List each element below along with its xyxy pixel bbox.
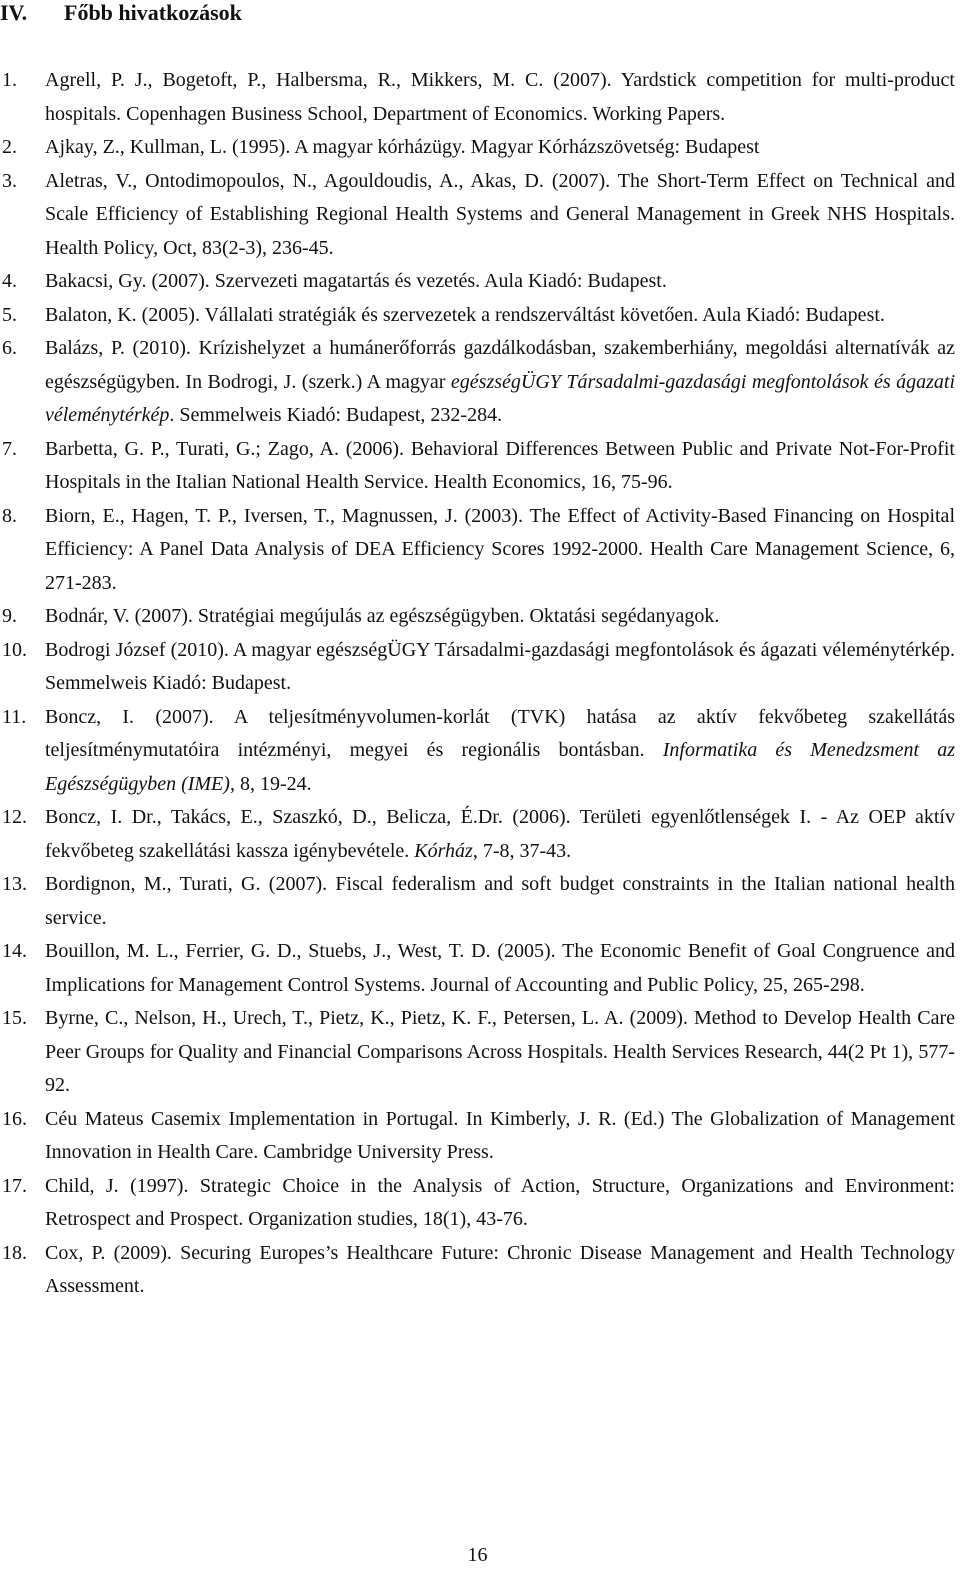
reference-item <box>0 265 955 299</box>
reference-number: 18. <box>2 1241 27 1264</box>
reference-number: 9. <box>2 605 17 627</box>
reference-segment: Bakacsi, Gy. (2007). Szervezeti magatartás és vezetés. Aula Kiadó: Budapest. <box>45 270 667 292</box>
reference-segment: Child, J. (1997). Strategic Choice in the Analysis of Action, Structure, Organizations and Environment: Retrospect and Prospect. Organization studies, 18(1), 43-76. <box>45 1174 955 1230</box>
reference-segment: Boncz, I. Dr., Takács, E., Szaszkó, D., Belicza, É.Dr. (2006). Területi egyenlőtlenségek I. - Az OEP aktív fekvőbeteg szakellátási kassza igénybevétele. <box>45 806 955 862</box>
reference-number: 16. <box>2 1107 27 1130</box>
reference-item <box>0 1002 955 1103</box>
reference-item <box>0 634 955 701</box>
reference-number: 14. <box>2 940 27 962</box>
reference-segment: , 7-8, 37-43. <box>472 839 572 862</box>
reference-item <box>0 433 955 500</box>
section-title: Főbb hivatkozások <box>64 0 242 25</box>
reference-number: 7. <box>2 437 17 460</box>
reference-item <box>0 868 955 935</box>
reference-segment: , 8, 19-24. <box>229 772 312 795</box>
reference-segment: Byrne, C., Nelson, H., Urech, T., Pietz, K., Pietz, K. F., Petersen, L. A. (2009). Method to Develop Health Care Peer Groups for Quality and Financial Comparisons Across Hospitals. Health Services Research, 44(2 Pt 1), 577-92. <box>45 1007 955 1096</box>
reference-italic-segment: egészségÜGY Társadalmi-gazdasági megfontolások és ágazati véleménytérkép <box>45 370 955 426</box>
reference-number: 10. <box>2 638 27 661</box>
reference-segment: Balázs, P. (2010). Krízishelyzet a humánerőforrás gazdálkodásban, szakemberhiány, megoldási alternatívák az egészségügyben. In Bodrogi, J. (szerk.) A magyar <box>45 337 955 393</box>
reference-item <box>0 600 955 634</box>
reference-item <box>0 131 955 165</box>
reference-text <box>45 332 955 433</box>
reference-text <box>45 801 955 868</box>
reference-item <box>0 299 955 333</box>
reference-number: 15. <box>2 1007 27 1029</box>
reference-item <box>0 165 955 266</box>
reference-segment: Ajkay, Z., Kullman, L. (1995). A magyar kórházügy. Magyar Kórházszövetség: Budapest <box>45 136 760 158</box>
reference-item <box>0 1103 955 1170</box>
reference-segment: Biorn, E., Hagen, T. P., Iversen, T., Magnussen, J. (2003). The Effect of Activity-Based Financing on Hospital Efficiency: A Panel Data Analysis of DEA Efficiency Scores 1992-2000. Health Care Management Science, 6, 271-283. <box>45 504 955 594</box>
reference-text <box>45 1103 955 1170</box>
reference-number: 8. <box>2 504 17 527</box>
reference-segment: Barbetta, G. P., Turati, G.; Zago, A. (2006). Behavioral Differences Between Public and Private Not-For-Profit Hospitals in the Italian National Health Service. Health Economics, 16, 75-96. <box>45 437 955 493</box>
reference-text <box>45 433 955 500</box>
reference-number: 2. <box>2 136 17 158</box>
section-number: IV. <box>0 0 28 25</box>
reference-segment: . Semmelweis Kiadó: Budapest, 232-284. <box>169 404 503 426</box>
reference-number: 4. <box>2 270 17 292</box>
reference-segment: Boncz, I. (2007). A teljesítményvolumen-korlát (TVK) hatása az aktív fekvőbeteg szakellátás teljesítménymutatóira intézményi, megyei és regionális bontásban. <box>45 705 955 761</box>
reference-number: 5. <box>2 303 17 326</box>
reference-segment: Bodrogi József (2010). A magyar egészségÜGY Társadalmi-gazdasági megfontolások és ágazati véleménytérkép. Semmelweis Kiadó: Budapest. <box>45 638 955 694</box>
reference-text <box>45 131 955 165</box>
reference-item <box>0 1170 955 1237</box>
reference-text <box>45 935 955 1002</box>
reference-item <box>0 935 955 1002</box>
reference-text <box>45 1170 955 1237</box>
reference-item <box>0 701 955 802</box>
reference-text <box>45 1002 955 1103</box>
reference-italic-segment: Kórház <box>414 839 473 862</box>
section-heading <box>0 0 242 28</box>
reference-text <box>45 868 955 935</box>
reference-italic-segment: Informatika és Menedzsment az Egészségügyben (IME) <box>45 739 956 795</box>
reference-number: 6. <box>2 337 17 359</box>
reference-segment: Aletras, V., Ontodimopoulos, N., Agouldoudis, A., Akas, D. (2007). The Short-Term Effect on Technical and Scale Efficiency of Establishing Regional Health Systems and General Management in Greek NHS Hospitals. Health Policy, Oct, 83(2-3), 236-45. <box>45 169 955 259</box>
reference-segment: Céu Mateus Casemix Implementation in Portugal. In Kimberly, J. R. (Ed.) The Globalization of Management Innovation in Health Care. Cambridge University Press. <box>45 1107 955 1163</box>
reference-number: 17. <box>2 1174 27 1197</box>
reference-text <box>45 500 955 601</box>
reference-segment: Bodnár, V. (2007). Stratégiai megújulás az egészségügyben. Oktatási segédanyagok. <box>45 605 720 627</box>
reference-number: 1. <box>2 69 17 91</box>
reference-number: 11. <box>2 705 27 728</box>
page-number: 16 <box>467 1544 488 1566</box>
reference-segment: Agrell, P. J., Bogetoft, P., Halbersma, R., Mikkers, M. C. (2007). Yardstick competition for multi-product hospitals. Copenhagen Business School, Department of Economics. Working Papers. <box>45 69 955 125</box>
reference-number: 13. <box>2 873 27 895</box>
reference-item <box>0 1237 955 1304</box>
reference-segment: Cox, P. (2009). Securing Europes’s Healthcare Future: Chronic Disease Management and Health Technology Assessment. <box>45 1241 955 1297</box>
reference-text <box>45 265 955 299</box>
reference-segment: Balaton, K. (2005). Vállalati stratégiák és szervezetek a rendszerváltást követően. Aula Kiadó: Budapest. <box>45 303 885 326</box>
reference-segment: Bordignon, M., Turati, G. (2007). Fiscal federalism and soft budget constraints in the Italian national health service. <box>45 873 955 929</box>
reference-number: 12. <box>2 806 27 828</box>
reference-segment: Bouillon, M. L., Ferrier, G. D., Stuebs, J., West, T. D. (2005). The Economic Benefit of Goal Congruence and Implications for Management Control Systems. Journal of Accounting and Public Policy, 25, 265-298. <box>45 940 955 996</box>
reference-number: 3. <box>2 169 17 192</box>
reference-item <box>0 332 955 433</box>
reference-text <box>45 701 955 802</box>
reference-text <box>45 299 955 333</box>
reference-text <box>45 1237 955 1304</box>
reference-text <box>45 634 955 701</box>
reference-list <box>0 64 955 1304</box>
reference-item <box>0 801 955 868</box>
reference-text <box>45 165 955 266</box>
reference-item <box>0 500 955 601</box>
reference-text <box>45 600 955 634</box>
reference-text <box>45 64 955 131</box>
reference-item <box>0 64 955 131</box>
